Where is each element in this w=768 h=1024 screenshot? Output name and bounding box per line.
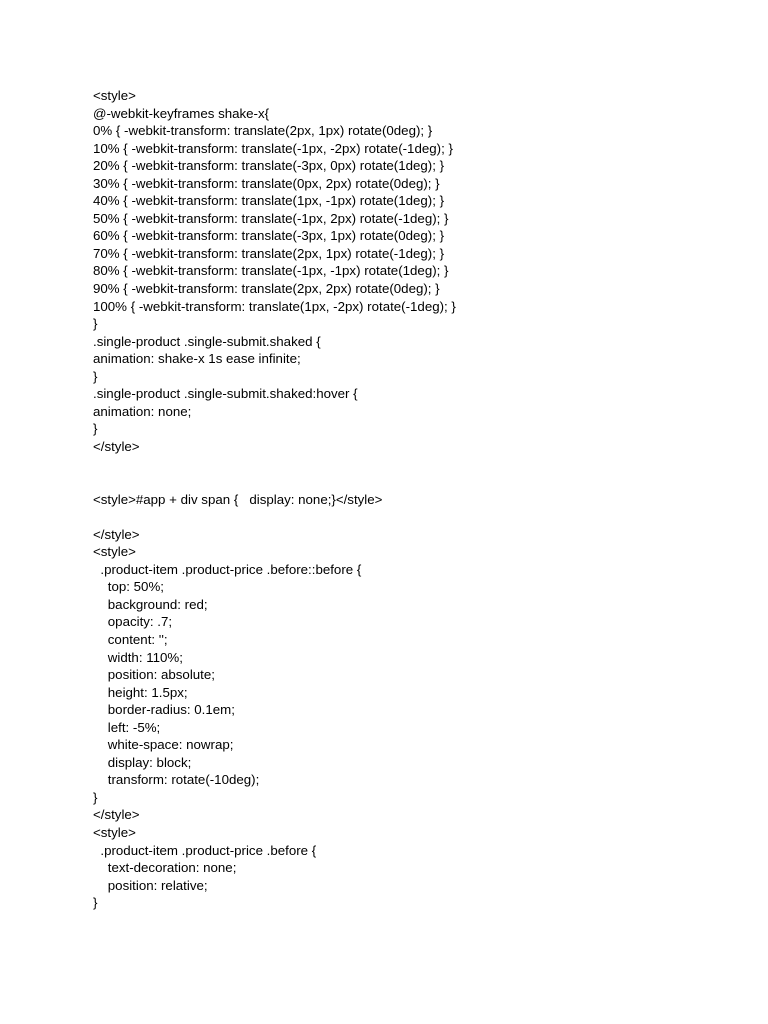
code-line: 80% { -webkit-transform: translate(-1px, -1px) rotate(1deg); } [93,263,449,279]
code-line: background: red; [93,596,208,612]
code-line: animation: none; [93,403,192,419]
code-line [93,508,733,526]
code-line: </style> [93,526,140,542]
code-line: white-space: nowrap; [93,737,234,753]
code-line: 90% { -webkit-transform: translate(2px, 2px) rotate(0deg); } [93,281,440,297]
code-line: text-decoration: none; [93,860,237,876]
code-line: 60% { -webkit-transform: translate(-3px, 1px) rotate(0deg); } [93,228,445,244]
code-line: position: relative; [93,877,208,893]
code-line: } [93,368,98,384]
code-line: 100% { -webkit-transform: translate(1px, -2px) rotate(-1deg); } [93,298,456,314]
code-line: @-webkit-keyframes shake-x{ [93,105,270,121]
code-line: } [93,316,98,332]
code-line: 30% { -webkit-transform: translate(0px, 2px) rotate(0deg); } [93,175,440,191]
code-line: 70% { -webkit-transform: translate(2px, 1px) rotate(-1deg); } [93,245,445,261]
code-line: animation: shake-x 1s ease infinite; [93,351,301,367]
code-line [93,473,733,491]
code-line: 20% { -webkit-transform: translate(-3px, 0px) rotate(1deg); } [93,158,445,174]
code-line: content: ''; [93,631,168,647]
code-line: </style> [93,438,140,454]
code-line: transform: rotate(-10deg); [93,772,260,788]
code-line: 0% { -webkit-transform: translate(2px, 1px) rotate(0deg); } [93,123,433,139]
code-line: top: 50%; [93,579,164,595]
code-line: height: 1.5px; [93,684,188,700]
code-line: } [93,421,98,437]
code-line: <style> [93,824,136,840]
code-line: <style>#app + div span { display: none;}</style> [93,491,383,507]
code-line: position: absolute; [93,667,215,683]
code-line: opacity: .7; [93,614,173,630]
code-line: border-radius: 0.1em; [93,702,235,718]
code-line: left: -5%; [93,719,161,735]
code-line: .single-product .single-submit.shaked { [93,333,321,349]
code-text-block [93,87,733,912]
code-line: } [93,789,98,805]
code-line: 40% { -webkit-transform: translate(1px, -1px) rotate(1deg); } [93,193,445,209]
code-line [93,455,733,473]
code-line: <style> [93,544,136,560]
code-line: .product-item .product-price .before::before { [93,561,362,577]
code-line: } [93,895,98,911]
code-line: </style> [93,807,140,823]
code-line: <style> [93,88,136,103]
code-line: display: block; [93,754,192,770]
code-line: 10% { -webkit-transform: translate(-1px, -2px) rotate(-1deg); } [93,140,453,156]
code-line: .single-product .single-submit.shaked:hover { [93,386,358,402]
code-line: width: 110%; [93,649,183,665]
code-line: 50% { -webkit-transform: translate(-1px, 2px) rotate(-1deg); } [93,210,449,226]
code-line: .product-item .product-price .before { [93,842,317,858]
